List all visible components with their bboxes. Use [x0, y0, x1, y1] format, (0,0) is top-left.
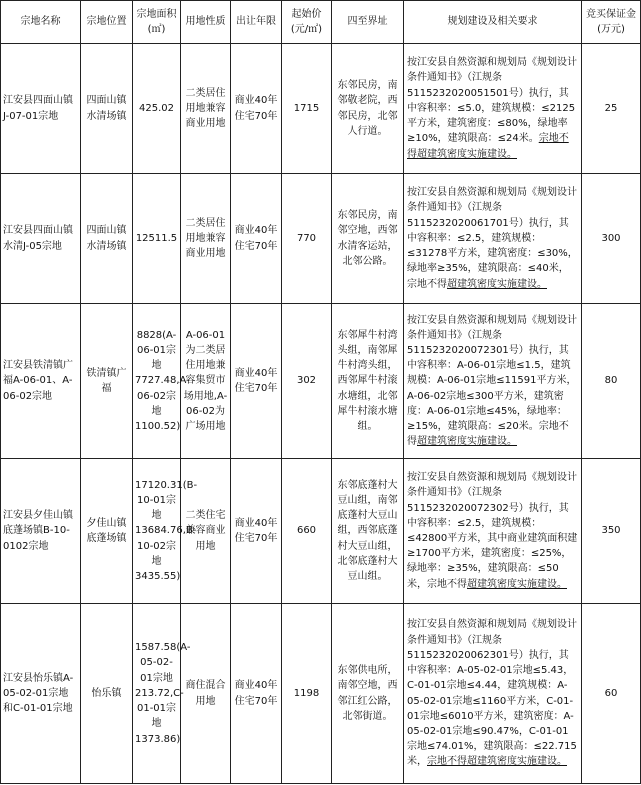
cell-name: 江安县四面山镇J-07-01宗地 [1, 44, 81, 174]
cell-requirements [404, 459, 582, 604]
cell-requirements [404, 44, 582, 174]
cell-use: A-06-01为二类居住用地兼容集贸市场用地,A-06-02为广场用地 [181, 304, 231, 459]
header-price: 起始价 (元/㎡) [282, 1, 332, 44]
requirements-text: 按江安县自然资源和规划局《规划设计条件通知书》（江规条5115232020072301号）执行，其中容积率：A-06-01宗地≤1.5，建筑规模：A-06-01宗地≤11591平方米，A-06-02宗地≤300平方米，建筑密度：A-06-01宗地≤45%，绿地率：≥15%，建筑限高：≤20米。宗地不得 [407, 314, 577, 448]
requirements-text: 按江安县自然资源和规划局《规划设计条件通知书》（江规条5115232020051501号）执行，其中容积率：≤5.0，建筑规模：≤2125平方米，建筑密度：≤80%，绿地率≥10%，建筑限高：≤24米。 [407, 57, 577, 145]
requirements-underlined: 超建筑密度实施建设。 [417, 436, 517, 448]
cell-term: 商业40年住宅70年 [231, 304, 282, 459]
cell-deposit: 80 [582, 304, 641, 459]
requirements-text: 按江安县自然资源和规划局《规划设计条件通知书》（江规条5115232020061701号）执行，其中容积率：≤2.5，建筑规模：≤31278平方米，建筑密度：≤30%，绿地率≥35%，建筑限高：≤40米，宗地不得 [407, 187, 578, 290]
cell-use: 二类住宅兼容商业用地 [181, 459, 231, 604]
cell-boundary: 东邻供电所，南邻空地，西邻江红公路，北邻街道。 [332, 604, 404, 784]
cell-term: 商业40年住宅70年 [231, 459, 282, 604]
cell-price: 660 [282, 459, 332, 604]
requirements-underlined: 超建筑密度实施建设。 [467, 578, 567, 590]
header-deposit: 竞买保证金 (万元) [582, 1, 641, 44]
table-row [1, 44, 641, 174]
cell-use: 商住混合用地 [181, 604, 231, 784]
requirements-underlined: 超建筑密度实施建设。 [447, 278, 547, 290]
header-area: 宗地面积 (㎡) [133, 1, 181, 44]
cell-location: 四面山镇水清场镇 [81, 44, 133, 174]
table-row [1, 304, 641, 459]
cell-location: 怡乐镇 [81, 604, 133, 784]
cell-price: 770 [282, 174, 332, 304]
header-name: 宗地名称 [1, 1, 81, 44]
cell-deposit: 25 [582, 44, 641, 174]
cell-location: 铁清镇广福 [81, 304, 133, 459]
cell-use: 二类居住用地兼容商业用地 [181, 44, 231, 174]
cell-location: 夕佳山镇底蓬场镇 [81, 459, 133, 604]
cell-boundary: 东邻民房，南邻敬老院，西邻民房，北邻人行道。 [332, 44, 404, 174]
cell-area: 12511.5 [133, 174, 181, 304]
cell-deposit: 60 [582, 604, 641, 784]
header-term: 出让年限 [231, 1, 282, 44]
cell-term: 商业40年住宅70年 [231, 174, 282, 304]
cell-name: 江安县四面山镇水清J-05宗地 [1, 174, 81, 304]
requirements-underlined: 宗地不得超建筑密度实施建设。 [407, 133, 569, 160]
cell-price: 1198 [282, 604, 332, 784]
cell-term: 商业40年住宅70年 [231, 44, 282, 174]
cell-name: 江安县夕佳山镇底蓬场镇B-10-0102宗地 [1, 459, 81, 604]
cell-name: 江安县怡乐镇A-05-02-01宗地和C-01-01宗地 [1, 604, 81, 784]
cell-name: 江安县铁清镇广福A-06-01、A-06-02宗地 [1, 304, 81, 459]
cell-area: 1587.58(A-05-02-01宗地213.72,C-01-01宗地1373.86) [133, 604, 181, 784]
cell-deposit: 300 [582, 174, 641, 304]
cell-term: 商业40年住宅70年 [231, 604, 282, 784]
cell-area: 17120.31(B-10-01宗地13684.76,B-10-02宗地3435.55) [133, 459, 181, 604]
table-row [1, 174, 641, 304]
requirements-text: 按江安县自然资源和规划局《规划设计条件通知书》（江规条5115232020062301号）执行，其中容积率：A-05-02-01宗地≤5.43，C-01-01宗地≤4.44，建筑规模：A-05-02-01宗地≤1160平方米，C-01-01宗地≤6010平方米，建筑密度：A-05-02-01宗地≤90.47%，C-01-01宗地≤74.01%，建筑限高：≤22.715米， [407, 619, 577, 768]
requirements-underlined: 宗地不得超建筑密度实施建设。 [427, 756, 567, 768]
cell-deposit: 350 [582, 459, 641, 604]
cell-requirements [404, 604, 582, 784]
header-requirements: 规划建设及相关要求 [404, 1, 582, 44]
table-row [1, 459, 641, 604]
table-row [1, 604, 641, 784]
header-row [1, 1, 641, 44]
header-location: 宗地位置 [81, 1, 133, 44]
cell-boundary: 东邻民房，南邻空地，西邻水清客运站，北邻公路。 [332, 174, 404, 304]
cell-area: 8828(A-06-01宗地7727.48,A-06-02宗地1100.52) [133, 304, 181, 459]
requirements-text: 按江安县自然资源和规划局《规划设计条件通知书》（江规条5115232020072302号）执行，其中容积率：≤2.5，建筑规模：≤42800平方米，其中商业建筑面积建≥1700平方米，建筑密度：≤25%，绿地率：≥35%，建筑限高：≤50米，宗地不得 [407, 472, 578, 590]
cell-use: 二类居住用地兼容商业用地 [181, 174, 231, 304]
cell-location: 四面山镇水清场镇 [81, 174, 133, 304]
header-boundary: 四至界址 [332, 1, 404, 44]
cell-requirements [404, 304, 582, 459]
cell-boundary: 东邻底蓬村大豆山组，南邻底蓬村大豆山组，西邻底蓬村大豆山组，北邻底蓬村大豆山组。 [332, 459, 404, 604]
cell-boundary: 东邻犀牛村湾头组，南邻犀牛村湾头组，西邻犀牛村滚水塘组，北邻犀牛村滚水塘组。 [332, 304, 404, 459]
cell-area: 425.02 [133, 44, 181, 174]
cell-price: 302 [282, 304, 332, 459]
header-use: 用地性质 [181, 1, 231, 44]
cell-price: 1715 [282, 44, 332, 174]
cell-requirements [404, 174, 582, 304]
